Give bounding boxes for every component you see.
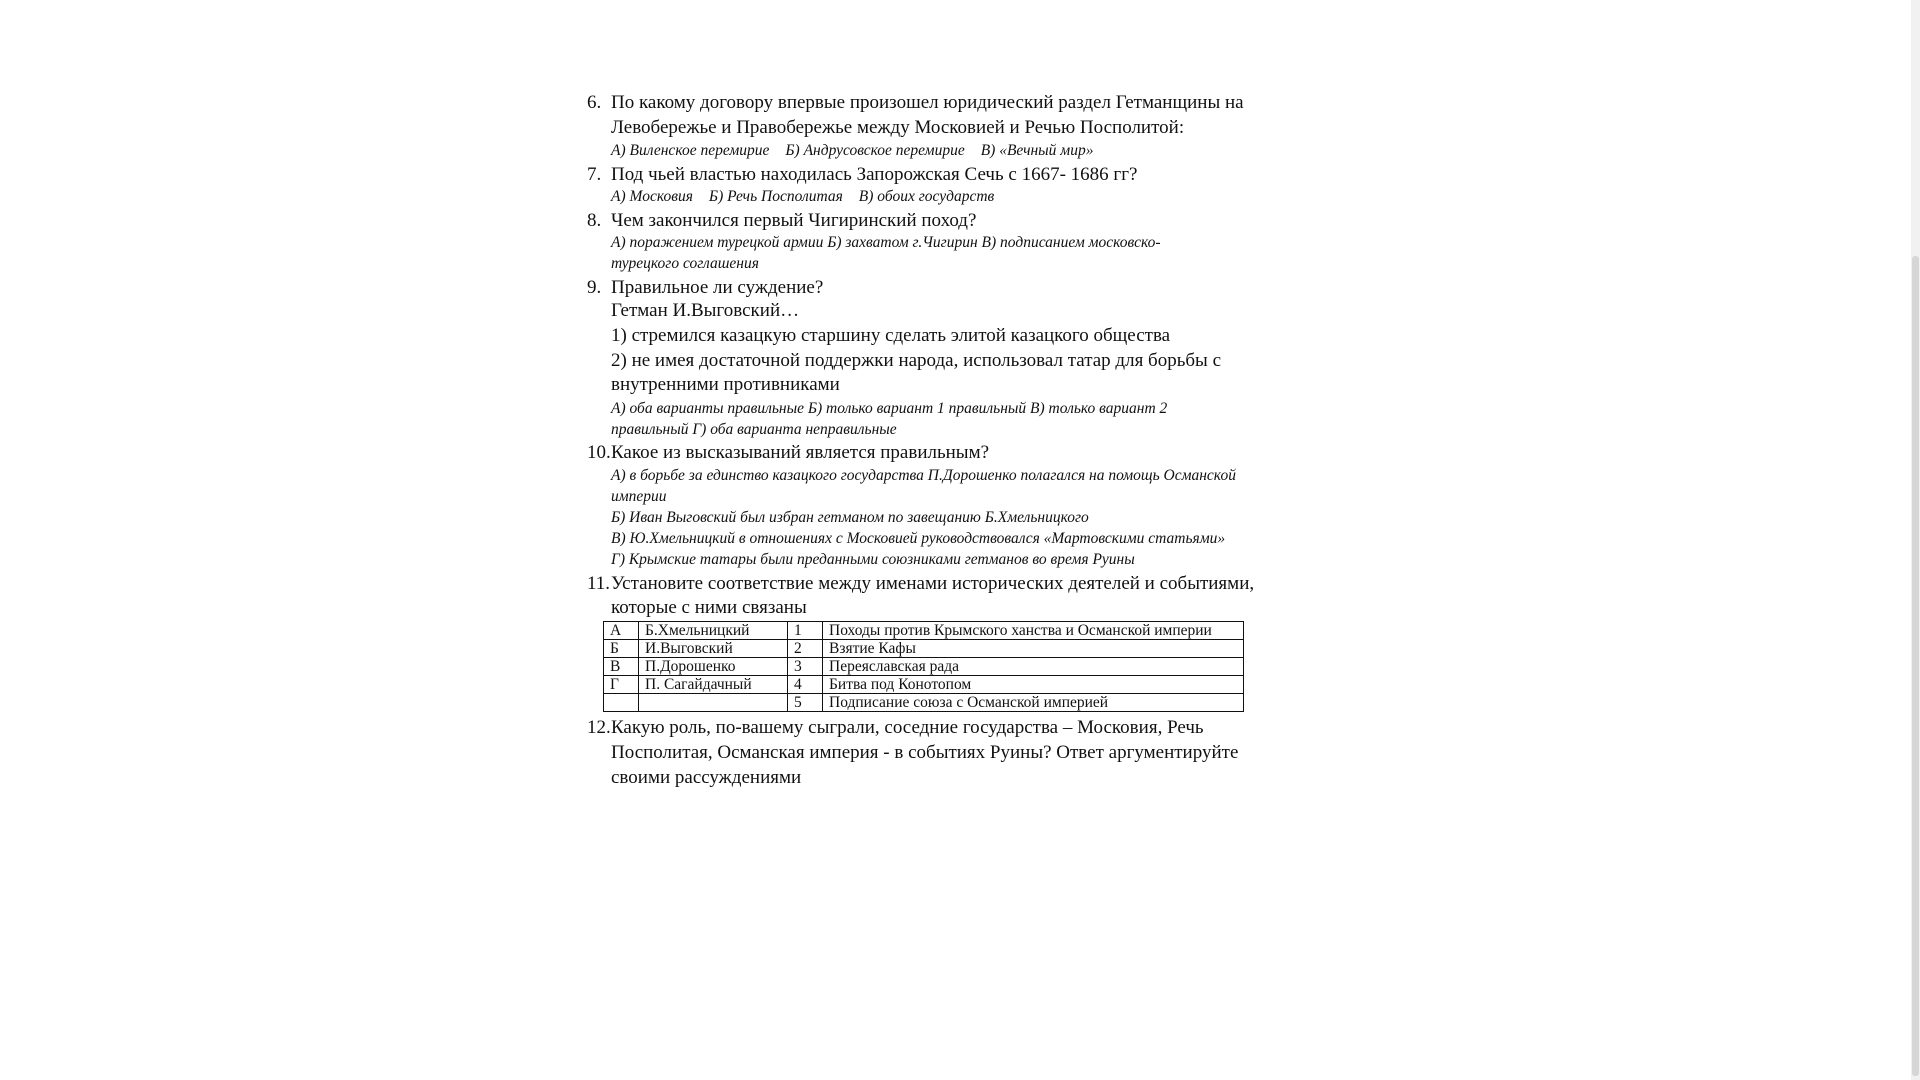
question-11-text-line-2: которые с ними связаны	[611, 597, 807, 618]
table-cell: 4	[788, 676, 823, 694]
question-6-answers	[611, 140, 1093, 161]
table-cell: Походы против Крымского ханства и Османской империи	[823, 622, 1244, 640]
question-9-line-4: внутренними противниками	[611, 374, 840, 395]
table-row	[604, 622, 1244, 640]
scrollbar-thumb[interactable]	[1912, 256, 1919, 1076]
question-6-answer-c: В) «Вечный мир»	[980, 142, 1094, 159]
table-row	[604, 640, 1244, 658]
question-9-line-2: 1) стремился казацкую старшину сделать элитой казацкого общества	[611, 325, 1171, 346]
question-6-text-line-1: По какому договору впервые произошел юридический раздел Гетманщины на	[611, 92, 1244, 113]
table-cell: И.Выговский	[639, 640, 788, 658]
table-cell: П.Дорошенко	[639, 658, 788, 676]
question-12-text-line-2: Посполитая, Османская империя - в событиях Руины? Ответ аргументируйте	[611, 742, 1239, 763]
table-cell: Б.Хмельницкий	[639, 622, 788, 640]
question-9-line-1: Гетман И.Выговский…	[611, 300, 800, 321]
question-10-answer-line-3: Б) Иван Выговский был избран гетманом по завещанию Б.Хмельницкого	[611, 509, 1089, 526]
question-12-text-line-3: своими рассуждениями	[611, 767, 802, 788]
question-10-answer-line-4: В) Ю.Хмельницкий в отношениях с Московией руководствовался «Мартовскими статьями»	[611, 530, 1226, 547]
question-7-answer-a: А) Московия	[611, 188, 693, 205]
table-row	[604, 658, 1244, 676]
question-7-answers	[611, 186, 994, 207]
table-cell	[639, 694, 788, 712]
question-9-text: Правильное ли суждение?	[611, 277, 824, 298]
question-8	[587, 208, 976, 233]
table-cell: А	[604, 622, 639, 640]
question-6-answer-a: А) Виленское перемирие	[611, 142, 770, 159]
question-11	[587, 571, 1254, 596]
table-cell: Взятие Кафы	[823, 640, 1244, 658]
question-10-number: 10.	[587, 442, 611, 463]
question-11-number: 11.	[587, 573, 611, 594]
matching-table	[603, 621, 1244, 712]
question-12	[587, 715, 1204, 740]
question-8-number: 8.	[587, 210, 602, 231]
question-6-text-line-2: Левобережье и Правобережье между Московией и Речью Посполитой:	[611, 117, 1185, 138]
table-cell: 2	[788, 640, 823, 658]
vertical-scrollbar[interactable]	[1911, 0, 1920, 1080]
table-cell	[604, 694, 639, 712]
question-9-answer-line-1: А) оба варианты правильные Б) только вариант 1 правильный В) только вариант 2	[611, 400, 1168, 417]
question-7-answer-b: Б) Речь Посполитая	[708, 188, 843, 205]
table-cell: 3	[788, 658, 823, 676]
question-7-number: 7.	[587, 164, 602, 185]
table-cell: П. Сагайдачный	[639, 676, 788, 694]
table-cell: 5	[788, 694, 823, 712]
question-12-text-line-1: Какую роль, по-вашему сыграли, соседние государства – Московия, Речь	[611, 717, 1204, 738]
question-10-answer-line-5: Г) Крымские татары были преданными союзниками гетманов во время Руины	[611, 551, 1135, 568]
table-cell: В	[604, 658, 639, 676]
table-cell: Б	[604, 640, 639, 658]
table-cell: Битва под Конотопом	[823, 676, 1244, 694]
table-cell: Подписание союза с Османской империей	[823, 694, 1244, 712]
table-cell: 1	[788, 622, 823, 640]
question-8-text: Чем закончился первый Чигиринский поход?	[611, 210, 977, 231]
question-12-number: 12.	[587, 717, 611, 738]
question-10-answer-line-2: империи	[611, 488, 667, 505]
question-11-text-line-1: Установите соответствие между именами исторических деятелей и событиями,	[611, 573, 1255, 594]
table-cell: Г	[604, 676, 639, 694]
table-row	[604, 694, 1244, 712]
question-9	[587, 275, 823, 300]
question-9-answer-line-2: правильный Г) оба варианта неправильные	[611, 421, 897, 438]
table-row	[604, 676, 1244, 694]
question-10	[587, 440, 989, 465]
question-7-answer-c: В) обоих государств	[858, 188, 995, 205]
question-9-number: 9.	[587, 277, 602, 298]
question-9-line-3: 2) не имея достаточной поддержки народа, использовал татар для борьбы с	[611, 350, 1222, 371]
question-8-answer-line-1: А) поражением турецкой армии Б) захватом г.Чигирин В) подписанием московско-	[611, 234, 1161, 251]
question-7	[587, 162, 1137, 187]
table-cell: Переяславская рада	[823, 658, 1244, 676]
question-6	[587, 90, 1244, 115]
question-8-answer-line-2: турецкого соглашения	[611, 255, 759, 272]
question-10-answer-line-1: А) в борьбе за единство казацкого государства П.Дорошенко полагался на помощь Османской	[611, 467, 1236, 484]
question-6-answer-b: Б) Андрусовское перемирие	[785, 142, 965, 159]
question-6-number: 6.	[587, 92, 602, 113]
question-7-text: Под чьей властью находилась Запорожская Сечь с 1667- 1686 гг?	[611, 164, 1138, 185]
question-10-text: Какое из высказываний является правильным?	[611, 442, 990, 463]
